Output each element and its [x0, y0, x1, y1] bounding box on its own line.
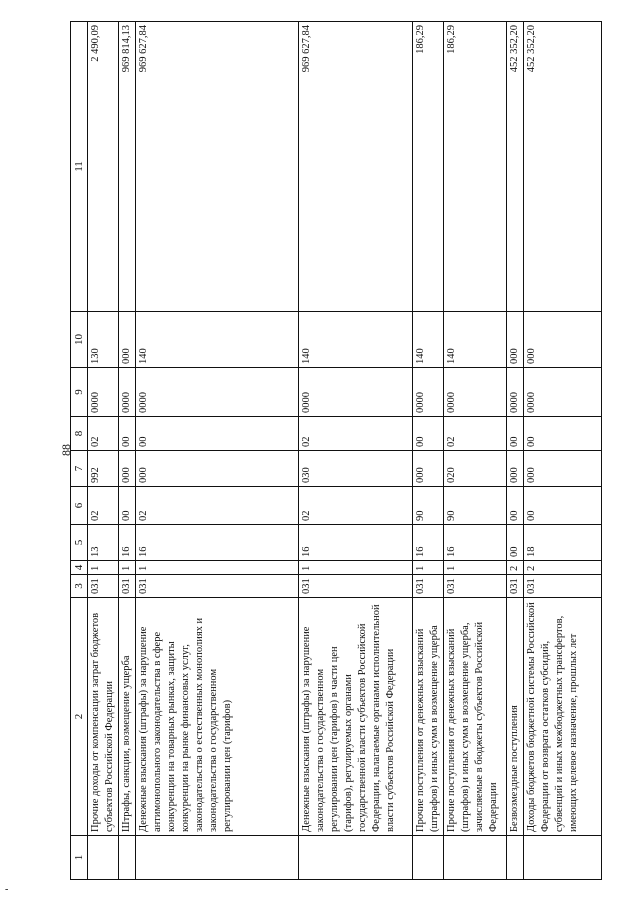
column-number: 2	[71, 598, 88, 836]
cell-code-c4: 1	[136, 561, 299, 575]
cell-code-c6: 90	[444, 487, 507, 525]
column-number: 5	[71, 525, 88, 561]
column-number: 6	[71, 487, 88, 525]
scan-margin-mark: -	[5, 884, 9, 895]
cell-name: Штрафы, санкции, возмещение ущерба	[119, 598, 136, 836]
cell-code-c7: 000	[136, 451, 299, 487]
cell-code-c9: 0000	[119, 368, 136, 417]
cell-code-c4: 2	[507, 561, 524, 575]
cell-code-c6: 00	[119, 487, 136, 525]
table-row	[136, 22, 299, 880]
cell-amount: 452 352,20	[507, 22, 524, 312]
cell-amount: 186,29	[413, 22, 444, 312]
cell-code-c10: 140	[444, 312, 507, 368]
cell-amount: 969 627,84	[136, 22, 299, 312]
cell-empty	[88, 836, 119, 880]
table-row	[88, 22, 119, 880]
cell-code-c4: 1	[299, 561, 413, 575]
cell-name: Денежные взыскания (штрафы) за нарушение антимонопольного законодательства в сфере конкуренции на товарных рынках, защиты конкуренции на рынке финансовых услуг, законодательства о естественных монополиях и законодательства о государственном регулировании цен (тарифов)	[136, 598, 299, 836]
cell-code-c8: 02	[88, 417, 119, 451]
cell-code-c9: 0000	[299, 368, 413, 417]
cell-code-c8: 02	[299, 417, 413, 451]
cell-code-c3: 031	[136, 575, 299, 598]
cell-code-c6: 00	[524, 487, 602, 525]
cell-code-c4: 1	[88, 561, 119, 575]
cell-code-c7: 020	[444, 451, 507, 487]
column-number: 9	[71, 368, 88, 417]
cell-amount: 186,29	[444, 22, 507, 312]
revenue-table	[70, 21, 602, 880]
page-number: 88	[59, 444, 73, 456]
cell-empty	[136, 836, 299, 880]
cell-code-c9: 0000	[507, 368, 524, 417]
cell-code-c5: 18	[524, 525, 602, 561]
column-number: 8	[71, 417, 88, 451]
cell-code-c5: 16	[413, 525, 444, 561]
cell-code-c5: 16	[444, 525, 507, 561]
cell-empty	[413, 836, 444, 880]
cell-code-c10: 000	[119, 312, 136, 368]
cell-name: Прочие доходы от компенсации затрат бюджетов субъектов Российской Федерации	[88, 598, 119, 836]
cell-code-c3: 031	[119, 575, 136, 598]
column-number: 10	[71, 312, 88, 368]
cell-code-c8: 00	[136, 417, 299, 451]
cell-code-c3: 031	[413, 575, 444, 598]
cell-code-c4: 1	[444, 561, 507, 575]
cell-code-c6: 02	[88, 487, 119, 525]
table-row	[444, 22, 507, 880]
cell-code-c3: 031	[507, 575, 524, 598]
cell-code-c6: 00	[507, 487, 524, 525]
table-row	[524, 22, 602, 880]
cell-code-c3: 031	[524, 575, 602, 598]
cell-code-c4: 1	[413, 561, 444, 575]
cell-code-c3: 031	[88, 575, 119, 598]
cell-code-c10: 130	[88, 312, 119, 368]
cell-amount: 969 814,13	[119, 22, 136, 312]
cell-empty	[299, 836, 413, 880]
cell-code-c10: 140	[413, 312, 444, 368]
cell-code-c9: 0000	[444, 368, 507, 417]
cell-code-c5: 00	[507, 525, 524, 561]
cell-name: Денежные взыскания (штрафы) за нарушение законодательства о государственном регулировании цен (тарифов) в части цен (тарифов), регулируемых органами государственной власти субъектов Российской Федерации, налагаемые органами исполнительной власти субъектов Российской Федерации	[299, 598, 413, 836]
cell-code-c7: 000	[119, 451, 136, 487]
cell-code-c7: 000	[507, 451, 524, 487]
cell-code-c9: 0000	[413, 368, 444, 417]
cell-code-c8: 02	[444, 417, 507, 451]
column-number: 11	[71, 22, 88, 312]
cell-amount: 969 627,84	[299, 22, 413, 312]
cell-empty	[119, 836, 136, 880]
cell-code-c6: 02	[136, 487, 299, 525]
cell-code-c9: 0000	[524, 368, 602, 417]
cell-code-c7: 030	[299, 451, 413, 487]
cell-empty	[444, 836, 507, 880]
cell-empty	[524, 836, 602, 880]
column-number-row	[71, 22, 88, 880]
cell-code-c3: 031	[299, 575, 413, 598]
table-row	[413, 22, 444, 880]
cell-code-c5: 16	[136, 525, 299, 561]
cell-code-c5: 16	[299, 525, 413, 561]
rotated-page	[56, 20, 579, 880]
cell-code-c10: 140	[299, 312, 413, 368]
cell-code-c3: 031	[444, 575, 507, 598]
cell-code-c7: 000	[413, 451, 444, 487]
cell-amount: 452 352,20	[524, 22, 602, 312]
cell-code-c5: 16	[119, 525, 136, 561]
cell-code-c6: 90	[413, 487, 444, 525]
column-number: 3	[71, 575, 88, 598]
table-row	[299, 22, 413, 880]
cell-name: Безвозмездные поступления	[507, 598, 524, 836]
cell-code-c10: 000	[524, 312, 602, 368]
cell-code-c9: 0000	[136, 368, 299, 417]
column-number: 7	[71, 451, 88, 487]
column-number: 1	[71, 836, 88, 880]
cell-code-c8: 00	[524, 417, 602, 451]
cell-name: Прочие поступления от денежных взысканий (штрафов) и иных сумм в возмещение ущерба	[413, 598, 444, 836]
cell-amount: 2 490,09	[88, 22, 119, 312]
cell-code-c8: 00	[119, 417, 136, 451]
cell-code-c7: 000	[524, 451, 602, 487]
cell-code-c4: 1	[119, 561, 136, 575]
cell-code-c10: 140	[136, 312, 299, 368]
table-row	[507, 22, 524, 880]
cell-code-c4: 2	[524, 561, 602, 575]
cell-empty	[507, 836, 524, 880]
cell-name: Прочие поступления от денежных взысканий (штрафов) и иных сумм в возмещение ущерба, зачисляемые в бюджеты субъектов Российской Федерации	[444, 598, 507, 836]
cell-name: Доходы бюджетов бюджетной системы Российской Федерации от возврата остатков субсидий, субвенций и иных межбюджетных трансфертов, имеющих целевое назначение, прошлых лет	[524, 598, 602, 836]
column-number: 4	[71, 561, 88, 575]
cell-code-c8: 00	[507, 417, 524, 451]
cell-code-c7: 992	[88, 451, 119, 487]
cell-code-c6: 02	[299, 487, 413, 525]
cell-code-c8: 00	[413, 417, 444, 451]
cell-code-c10: 000	[507, 312, 524, 368]
cell-code-c5: 13	[88, 525, 119, 561]
table-row	[119, 22, 136, 880]
cell-code-c9: 0000	[88, 368, 119, 417]
